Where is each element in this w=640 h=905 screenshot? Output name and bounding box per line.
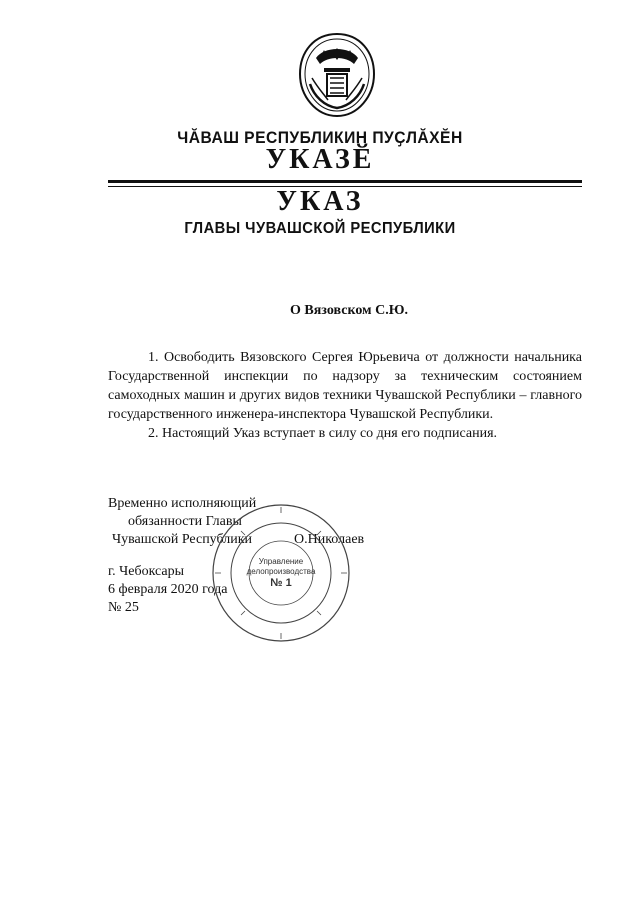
signatory-title-line-3: Чувашской Республики [112,532,253,547]
signatory-title-line-1: Временно исполняющий [108,496,257,511]
decree-subject: О Вязовском С.Ю. [290,303,408,318]
chuvash-title: ЧӐВАШ РЕСПУБЛИКИН ПУҪЛӐХӖН [177,128,463,147]
decree-date: 6 февраля 2020 года [108,582,228,597]
decree-issuer: ГЛАВЫ ЧУВАШСКОЙ РЕСПУБЛИКИ [184,220,456,237]
decree-number: № 25 [108,600,139,615]
stamp-line-2: делопроизводства [246,567,316,576]
stamp-seal-icon [211,503,351,643]
chuvash-decree-word: УКАЗӖ [265,144,375,175]
decree-body [108,348,582,443]
header-divider-thick [108,180,582,183]
stamp-line-1: Управление [258,557,304,566]
stamp-number: № 1 [270,577,292,589]
decree-paragraph-2: 2. Настоящий Указ вступает в силу со дня его подписания. [148,426,498,441]
decree-title: УКАЗ [276,186,364,217]
decree-paragraph-1: 1. Освободить Вязовского Сергея Юрьевича от должности начальника Государственной инспекции по надзору за техническим состоянием самоходных машин и других видов техники Чувашской Республики – главного государственного инженера-инспектора Чувашской Республики. [108,350,582,422]
place-city: г. Чебоксары [108,564,185,579]
place-date-block [108,563,228,617]
signatory-title-line-2: обязанности Главы [128,514,242,529]
stamp-inner-text [211,557,351,588]
emblem-icon [294,30,380,120]
signatory-name: О.Николаев [294,532,365,547]
